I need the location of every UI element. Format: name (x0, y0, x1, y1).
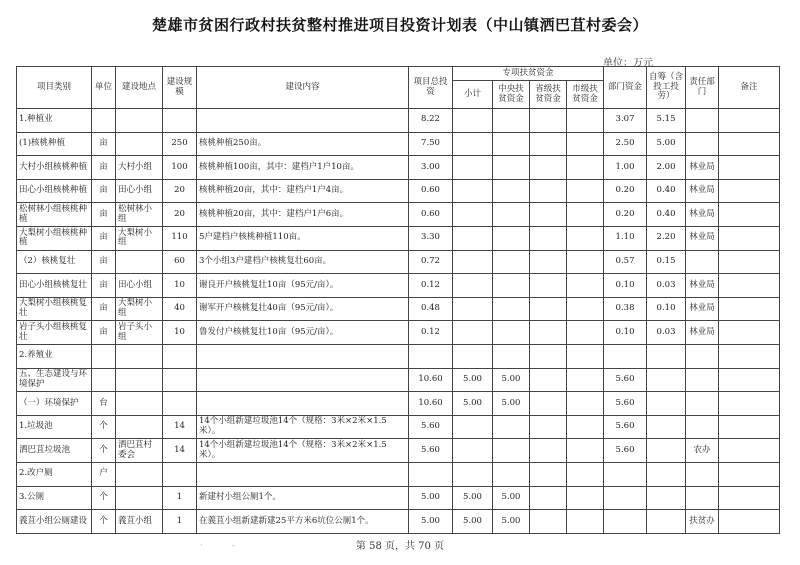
cell-provincial (530, 297, 567, 321)
cell-category: 3.公厕 (17, 486, 92, 510)
cell-content: 核桃种植20亩，其中：建档户1户4亩。 (197, 179, 409, 203)
cell-subtotal (453, 179, 493, 203)
cell-subtotal (453, 156, 493, 180)
scan-mark: · (200, 541, 203, 550)
cell-resp (686, 415, 719, 439)
cell-total: 3.30 (409, 226, 453, 250)
cell-location (116, 392, 163, 416)
cell-note (719, 462, 780, 486)
cell-dept (604, 462, 647, 486)
cell-central (493, 274, 530, 298)
table-row (17, 297, 780, 321)
cell-provincial (530, 415, 567, 439)
cell-note (719, 368, 780, 392)
cell-subtotal (453, 321, 493, 345)
cell-content: 5户建档户核桃种植110亩。 (197, 226, 409, 250)
cell-location: 田心小组 (116, 179, 163, 203)
cell-total: 7.50 (409, 132, 453, 156)
cell-subtotal (453, 250, 493, 274)
cell-total (409, 462, 453, 486)
cell-self (647, 392, 686, 416)
table-row (17, 344, 780, 368)
cell-category: 2.养殖业 (17, 344, 92, 368)
header-note: 备注 (719, 67, 780, 109)
header-subtotal: 小计 (453, 81, 493, 109)
cell-scale: 40 (163, 297, 197, 321)
cell-municipal (567, 109, 604, 133)
cell-provincial (530, 156, 567, 180)
cell-self (647, 344, 686, 368)
cell-subtotal: 5.00 (453, 510, 493, 534)
cell-dept: 2.50 (604, 132, 647, 156)
cell-central: 5.00 (493, 368, 530, 392)
cell-note (719, 274, 780, 298)
table-row (17, 156, 780, 180)
cell-municipal (567, 510, 604, 534)
cell-scale: 250 (163, 132, 197, 156)
cell-resp: 林业局 (686, 179, 719, 203)
cell-resp: 林业局 (686, 321, 719, 345)
cell-central (493, 297, 530, 321)
cell-location (116, 415, 163, 439)
cell-total: 5.00 (409, 486, 453, 510)
cell-category: 1.种植业 (17, 109, 92, 133)
table-row (17, 109, 780, 133)
table-row (17, 392, 780, 416)
cell-subtotal (453, 415, 493, 439)
cell-note (719, 109, 780, 133)
cell-subtotal (453, 203, 493, 227)
cell-resp: 林业局 (686, 274, 719, 298)
table-body (17, 109, 780, 534)
cell-resp (686, 368, 719, 392)
cell-note (719, 510, 780, 534)
cell-total: 5.00 (409, 510, 453, 534)
cell-location: 大梨树小组 (116, 297, 163, 321)
cell-note (719, 156, 780, 180)
table-row (17, 132, 780, 156)
cell-note (719, 415, 780, 439)
cell-scale (163, 392, 197, 416)
cell-content: 新建村小组公厕1个。 (197, 486, 409, 510)
cell-content: 核桃种植250亩。 (197, 132, 409, 156)
cell-category: 義苴小组公厕建设 (17, 510, 92, 534)
cell-note (719, 250, 780, 274)
cell-unit: 户 (92, 462, 116, 486)
cell-location: 洒巴苴村委会 (116, 439, 163, 463)
cell-location (116, 462, 163, 486)
cell-total: 0.72 (409, 250, 453, 274)
cell-municipal (567, 226, 604, 250)
header-content: 建设内容 (197, 67, 409, 109)
cell-provincial (530, 274, 567, 298)
cell-central (493, 132, 530, 156)
cell-unit: 台 (92, 392, 116, 416)
cell-location (116, 132, 163, 156)
cell-subtotal (453, 226, 493, 250)
cell-note (719, 344, 780, 368)
cell-note (719, 132, 780, 156)
cell-dept: 5.60 (604, 415, 647, 439)
page-title: 楚雄市贫困行政村扶贫整村推进项目投资计划表（中山镇洒巴苴村委会） (151, 16, 648, 34)
cell-scale: 60 (163, 250, 197, 274)
cell-subtotal (453, 109, 493, 133)
cell-subtotal: 5.00 (453, 486, 493, 510)
table-row (17, 179, 780, 203)
cell-resp (686, 344, 719, 368)
cell-location: 岩子头小组 (116, 321, 163, 345)
cell-category: 松树林小组核桃种植 (17, 203, 92, 227)
cell-category: 大梨树小组核桃种植 (17, 226, 92, 250)
cell-self: 2.20 (647, 226, 686, 250)
cell-note (719, 179, 780, 203)
cell-content: 谢良开户核桃复壮10亩（95元/亩）。 (197, 274, 409, 298)
cell-scale: 10 (163, 274, 197, 298)
cell-resp: 林业局 (686, 203, 719, 227)
cell-unit: 亩 (92, 297, 116, 321)
cell-central (493, 203, 530, 227)
header-location: 建设地点 (116, 67, 163, 109)
header-municipal: 市级扶贫资金 (567, 81, 604, 109)
cell-dept: 0.38 (604, 297, 647, 321)
cell-resp (686, 392, 719, 416)
cell-note (719, 321, 780, 345)
cell-central (493, 415, 530, 439)
cell-municipal (567, 203, 604, 227)
table-row (17, 415, 780, 439)
cell-note (719, 392, 780, 416)
cell-scale: 20 (163, 203, 197, 227)
cell-municipal (567, 156, 604, 180)
cell-content (197, 462, 409, 486)
cell-scale: 14 (163, 439, 197, 463)
cell-location (116, 368, 163, 392)
cell-note (719, 439, 780, 463)
cell-provincial (530, 179, 567, 203)
cell-central (493, 250, 530, 274)
cell-municipal (567, 321, 604, 345)
cell-scale: 20 (163, 179, 197, 203)
cell-unit: 亩 (92, 203, 116, 227)
cell-municipal (567, 392, 604, 416)
cell-dept: 0.57 (604, 250, 647, 274)
cell-provincial (530, 486, 567, 510)
table-row (17, 321, 780, 345)
cell-resp (686, 250, 719, 274)
cell-central (493, 462, 530, 486)
page-footer: 第 58 页，共 70 页 (355, 541, 445, 552)
cell-subtotal (453, 439, 493, 463)
cell-subtotal (453, 344, 493, 368)
cell-self: 5.15 (647, 109, 686, 133)
table-row (17, 226, 780, 250)
cell-resp (686, 462, 719, 486)
cell-total: 5.60 (409, 415, 453, 439)
cell-location (116, 250, 163, 274)
cell-unit: 个 (92, 486, 116, 510)
cell-unit: 亩 (92, 156, 116, 180)
cell-resp: 林业局 (686, 297, 719, 321)
cell-provincial (530, 462, 567, 486)
cell-dept (604, 344, 647, 368)
header-central: 中央扶贫资金 (493, 81, 530, 109)
cell-municipal (567, 274, 604, 298)
cell-dept: 3.07 (604, 109, 647, 133)
cell-subtotal (453, 274, 493, 298)
header-dept: 部门资金 (604, 67, 647, 109)
cell-central (493, 344, 530, 368)
cell-dept: 1.10 (604, 226, 647, 250)
cell-location: 松树林小组 (116, 203, 163, 227)
cell-provincial (530, 250, 567, 274)
cell-municipal (567, 250, 604, 274)
cell-central: 5.00 (493, 486, 530, 510)
cell-content (197, 368, 409, 392)
cell-scale: 1 (163, 486, 197, 510)
cell-total (409, 344, 453, 368)
cell-unit: 亩 (92, 250, 116, 274)
cell-unit (92, 344, 116, 368)
cell-content: 谢军开户核桃复壮40亩（95元/亩）。 (197, 297, 409, 321)
cell-unit: 亩 (92, 321, 116, 345)
cell-dept (604, 486, 647, 510)
cell-dept: 0.10 (604, 321, 647, 345)
table-row (17, 439, 780, 463)
cell-municipal (567, 179, 604, 203)
cell-note (719, 226, 780, 250)
cell-content: 鲁发付户核桃复壮10亩（95元/亩）。 (197, 321, 409, 345)
cell-unit (92, 368, 116, 392)
cell-municipal (567, 297, 604, 321)
cell-content: 核桃种植100亩，其中：建档户1户10亩。 (197, 156, 409, 180)
cell-self (647, 439, 686, 463)
cell-self (647, 486, 686, 510)
cell-content: 核桃种植20亩，其中：建档户1户6亩。 (197, 203, 409, 227)
cell-unit: 个 (92, 439, 116, 463)
cell-self (647, 415, 686, 439)
cell-total: 0.12 (409, 321, 453, 345)
cell-dept (604, 510, 647, 534)
cell-location (116, 344, 163, 368)
cell-self: 0.40 (647, 203, 686, 227)
cell-scale: 14 (163, 415, 197, 439)
cell-note (719, 486, 780, 510)
cell-dept: 1.00 (604, 156, 647, 180)
cell-category: 大村小组核桃种植 (17, 156, 92, 180)
cell-central (493, 109, 530, 133)
cell-content: 3个小组3户建档户核桃复壮60亩。 (197, 250, 409, 274)
cell-central (493, 179, 530, 203)
header-unit: 单位 (92, 67, 116, 109)
cell-dept: 0.10 (604, 274, 647, 298)
cell-unit: 个 (92, 415, 116, 439)
cell-self: 2.00 (647, 156, 686, 180)
cell-unit: 个 (92, 510, 116, 534)
header-total: 项目总投资 (409, 67, 453, 109)
cell-municipal (567, 415, 604, 439)
cell-content (197, 392, 409, 416)
cell-location: 田心小组 (116, 274, 163, 298)
cell-content (197, 344, 409, 368)
cell-total: 0.12 (409, 274, 453, 298)
cell-scale: 110 (163, 226, 197, 250)
cell-provincial (530, 344, 567, 368)
scan-mark: - (232, 541, 235, 550)
header-special-funds: 专项扶贫资金 (453, 67, 604, 81)
cell-note (719, 203, 780, 227)
cell-municipal (567, 439, 604, 463)
cell-provincial (530, 203, 567, 227)
cell-category: 田心小组核桃复壮 (17, 274, 92, 298)
table-row (17, 486, 780, 510)
cell-provincial (530, 109, 567, 133)
cell-note (719, 297, 780, 321)
cell-self: 0.15 (647, 250, 686, 274)
cell-category: (1)核桃种植 (17, 132, 92, 156)
cell-self: 0.40 (647, 179, 686, 203)
cell-scale (163, 344, 197, 368)
table-row (17, 274, 780, 298)
cell-scale (163, 462, 197, 486)
cell-location (116, 486, 163, 510)
cell-self (647, 510, 686, 534)
cell-location: 大梨树小组 (116, 226, 163, 250)
cell-subtotal (453, 132, 493, 156)
header-self: 自筹（含投工投劳） (647, 67, 686, 109)
cell-scale (163, 368, 197, 392)
cell-self: 0.03 (647, 274, 686, 298)
cell-dept: 5.60 (604, 392, 647, 416)
cell-dept: 5.60 (604, 439, 647, 463)
header-scale: 建设规模 (163, 67, 197, 109)
cell-provincial (530, 368, 567, 392)
header-provincial: 省级扶贫资金 (530, 81, 567, 109)
unit-label: 单位：万元 (603, 58, 653, 69)
cell-central (493, 226, 530, 250)
cell-total: 0.48 (409, 297, 453, 321)
cell-municipal (567, 368, 604, 392)
cell-resp: 扶贫办 (686, 510, 719, 534)
cell-category: 2.改户厕 (17, 462, 92, 486)
cell-subtotal: 5.00 (453, 368, 493, 392)
cell-central: 5.00 (493, 510, 530, 534)
cell-provincial (530, 226, 567, 250)
cell-self (647, 368, 686, 392)
cell-unit: 亩 (92, 226, 116, 250)
cell-self: 0.03 (647, 321, 686, 345)
cell-total: 8.22 (409, 109, 453, 133)
cell-provincial (530, 392, 567, 416)
cell-content: 在義苴小组新建新建25平方米6坑位公厕1个。 (197, 510, 409, 534)
header-resp: 责任部门 (686, 67, 719, 109)
cell-provincial (530, 439, 567, 463)
cell-resp (686, 132, 719, 156)
cell-unit (92, 109, 116, 133)
cell-provincial (530, 132, 567, 156)
cell-subtotal: 5.00 (453, 392, 493, 416)
cell-content (197, 109, 409, 133)
cell-provincial (530, 321, 567, 345)
cell-scale: 10 (163, 321, 197, 345)
cell-subtotal (453, 462, 493, 486)
cell-total: 0.60 (409, 179, 453, 203)
cell-category: 洒巴苴垃圾池 (17, 439, 92, 463)
cell-resp: 林业局 (686, 226, 719, 250)
cell-central: 5.00 (493, 392, 530, 416)
cell-category: 大梨树小组核桃复壮 (17, 297, 92, 321)
cell-category: 岩子头小组核桃复壮 (17, 321, 92, 345)
cell-scale: 100 (163, 156, 197, 180)
cell-central (493, 439, 530, 463)
investment-table (16, 66, 780, 534)
cell-location: 大村小组 (116, 156, 163, 180)
cell-scale: 1 (163, 510, 197, 534)
cell-municipal (567, 462, 604, 486)
cell-central (493, 321, 530, 345)
table-row (17, 203, 780, 227)
cell-content: 14个小组新建垃圾池14个（规格：3米×2米×1.5米）。 (197, 415, 409, 439)
cell-total: 10.60 (409, 392, 453, 416)
cell-category: 五、生态建设与环境保护 (17, 368, 92, 392)
cell-central (493, 156, 530, 180)
cell-dept: 5.60 (604, 368, 647, 392)
cell-location: 義苴小组 (116, 510, 163, 534)
table-row (17, 368, 780, 392)
cell-category: （一）环境保护 (17, 392, 92, 416)
cell-total: 3.00 (409, 156, 453, 180)
table-row (17, 510, 780, 534)
cell-unit: 亩 (92, 179, 116, 203)
cell-dept: 0.20 (604, 179, 647, 203)
header-category: 项目类别 (17, 67, 92, 109)
cell-dept: 0.20 (604, 203, 647, 227)
cell-unit: 亩 (92, 132, 116, 156)
cell-unit: 亩 (92, 274, 116, 298)
cell-content: 14个小组新建垃圾池14个（规格：3米×2米×1.5米）。 (197, 439, 409, 463)
cell-resp: 林业局 (686, 156, 719, 180)
cell-total: 10.60 (409, 368, 453, 392)
cell-category: （2）核桃复壮 (17, 250, 92, 274)
cell-self: 5.00 (647, 132, 686, 156)
cell-category: 1.垃圾池 (17, 415, 92, 439)
table-row (17, 462, 780, 486)
cell-provincial (530, 510, 567, 534)
cell-total: 0.60 (409, 203, 453, 227)
cell-resp (686, 486, 719, 510)
cell-self (647, 462, 686, 486)
cell-subtotal (453, 297, 493, 321)
cell-municipal (567, 344, 604, 368)
cell-category: 田心小组核桃种植 (17, 179, 92, 203)
cell-self: 0.10 (647, 297, 686, 321)
cell-scale (163, 109, 197, 133)
cell-location (116, 109, 163, 133)
table-row (17, 250, 780, 274)
cell-municipal (567, 132, 604, 156)
cell-total: 5.60 (409, 439, 453, 463)
cell-resp (686, 109, 719, 133)
cell-resp: 农办 (686, 439, 719, 463)
cell-municipal (567, 486, 604, 510)
